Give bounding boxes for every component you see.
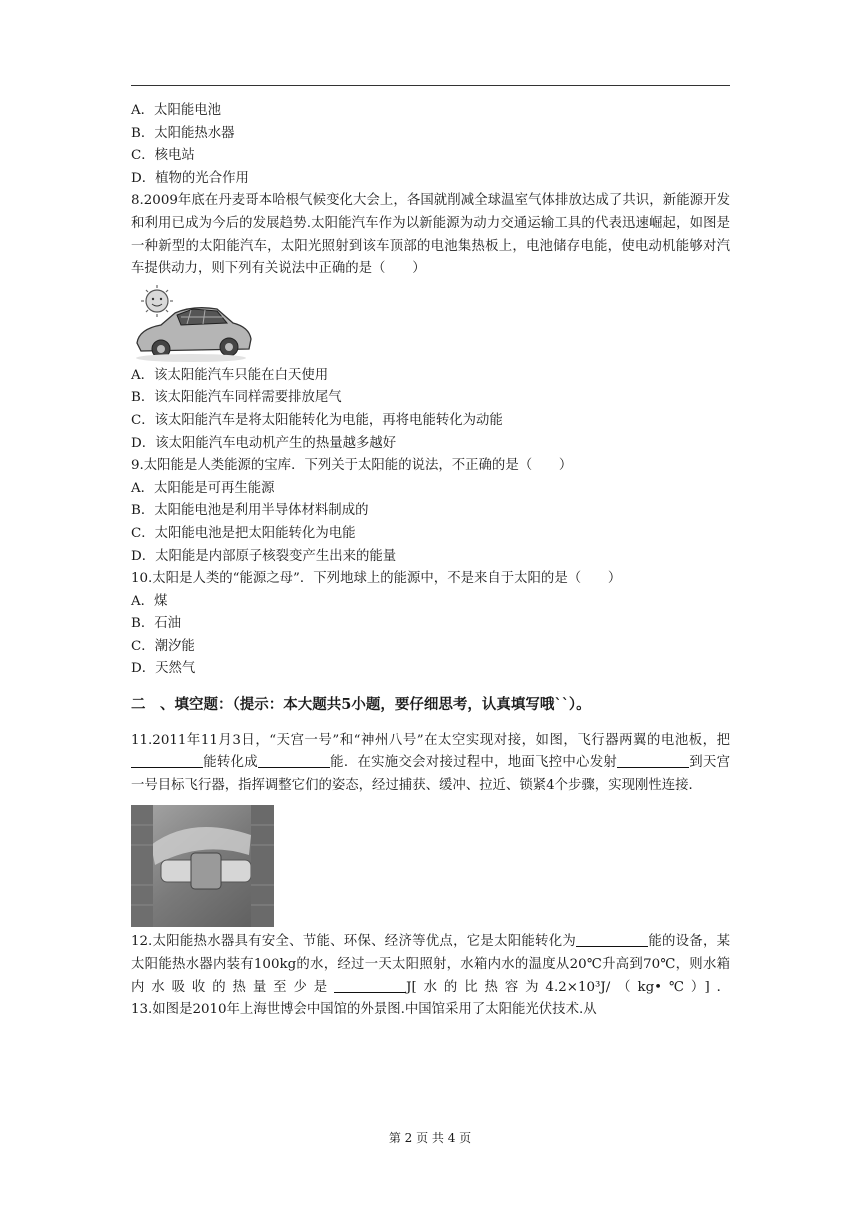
q11-text-3: 能．在实施交会对接过程中，地面飞控中心发射 bbox=[329, 755, 618, 771]
q7-option-d: D．植物的光合作用 bbox=[131, 170, 249, 186]
q11-blank-1[interactable] bbox=[131, 753, 203, 768]
q11-blank-3[interactable] bbox=[617, 753, 689, 768]
q12-text-3: J[水的比热容为4.2×10³J/（kg•℃）]． bbox=[406, 979, 730, 995]
q13-stem: 13.如图是2010年上海世博会中国馆的外景图.中国馆采用了太阳能光伏技术.从 bbox=[131, 1002, 597, 1018]
q11-text-4: 到天宫一号目标飞行器，指挥调整它们的姿态，经过捕获、缓冲、拉近、锁紧4个步骤，实现刚性连接． bbox=[131, 755, 731, 793]
q7-options bbox=[131, 100, 730, 190]
q10-option-c: C．潮汐能 bbox=[131, 638, 195, 654]
q11-text-2: 能转化成 bbox=[203, 755, 258, 771]
page-content bbox=[131, 100, 730, 1022]
q10-option-a: A．煤 bbox=[131, 593, 168, 609]
q12-text-1: 12.太阳能热水器具有安全、节能、环保、经济等优点，它是太阳能转化为 bbox=[131, 934, 577, 950]
q9-option-a: A．太阳能是可再生能源 bbox=[131, 480, 275, 496]
q8-option-b: B．该太阳能汽车同样需要排放尾气 bbox=[131, 390, 342, 406]
q10-option-b: B．石油 bbox=[131, 616, 182, 632]
q12-blank-2[interactable] bbox=[334, 978, 406, 993]
question-10 bbox=[131, 568, 730, 681]
q8-option-d: D．该太阳能汽车电动机产生的热量越多越好 bbox=[131, 435, 397, 451]
q9-option-d: D．太阳能是内部原子核裂变产生出来的能量 bbox=[131, 548, 397, 564]
question-9 bbox=[131, 455, 730, 568]
question-8 bbox=[131, 190, 730, 455]
page-footer: 第 2 页 共 4 页 bbox=[388, 1131, 472, 1145]
car-icon bbox=[136, 307, 251, 361]
q12-text bbox=[131, 931, 730, 999]
q9-option-c: C．太阳能电池是把太阳能转化为电能 bbox=[131, 525, 356, 541]
q8-option-a: A．该太阳能汽车只能在白天使用 bbox=[131, 367, 329, 383]
q7-option-b: B．太阳能热水器 bbox=[131, 125, 235, 141]
section-2-title: 二 、填空题：（提示：本大题共5小题，要仔细思考，认真填写哦``）。 bbox=[131, 696, 591, 714]
spacecraft-docking-photo bbox=[131, 805, 730, 927]
q12-text-2: 能的设备，某太阳能热水器内装有100kg的水，经过一天太阳照射，水箱内水的温度从20℃升高到70℃，则水箱内水吸收的热量至少是 bbox=[131, 934, 731, 995]
q11-blank-2[interactable] bbox=[258, 753, 330, 768]
q9-stem: 9.太阳能是人类能源的宝库．下列关于太阳能的说法，不正确的是（ ） bbox=[131, 458, 573, 474]
q9-option-b: B．太阳能电池是利用半导体材料制成的 bbox=[131, 503, 369, 519]
header-rule bbox=[131, 85, 730, 86]
q7-option-a: A．太阳能电池 bbox=[131, 103, 222, 118]
solar-car-figure bbox=[131, 285, 730, 363]
q12-blank-1[interactable] bbox=[576, 932, 648, 947]
question-11 bbox=[131, 730, 730, 928]
q11-text-1: 11.2011年11月3日，“天宫一号”和“神州八号”在太空实现对接，如图，飞行器两翼的电池板，把 bbox=[131, 732, 730, 748]
q8-stem: 8.2009年底在丹麦哥本哈根气候变化大会上，各国就削减全球温室气体排放达成了共识，新能源开发和利用已成为今后的发展趋势.太阳能汽车作为以新能源为动力交通运输工具的代表迅速崛起，如图是一种新型的太阳能汽车，太阳光照射到该车顶部的电池集热板上，电池储存电能，使电动机能够对汽车提供动力，则下列有关说法中正确的是（ ） bbox=[131, 193, 730, 277]
q10-stem: 10.太阳是人类的“能源之母”．下列地球上的能源中，不是来自于太阳的是（ ） bbox=[131, 571, 622, 587]
q10-option-d: D．天然气 bbox=[131, 661, 196, 677]
q11-text bbox=[131, 730, 730, 798]
question-12 bbox=[131, 931, 730, 1021]
q7-option-c: C．核电站 bbox=[131, 148, 195, 164]
q8-option-c: C．该太阳能汽车是将太阳能转化为电能，再将电能转化为动能 bbox=[131, 412, 503, 428]
sun-icon bbox=[146, 290, 168, 312]
